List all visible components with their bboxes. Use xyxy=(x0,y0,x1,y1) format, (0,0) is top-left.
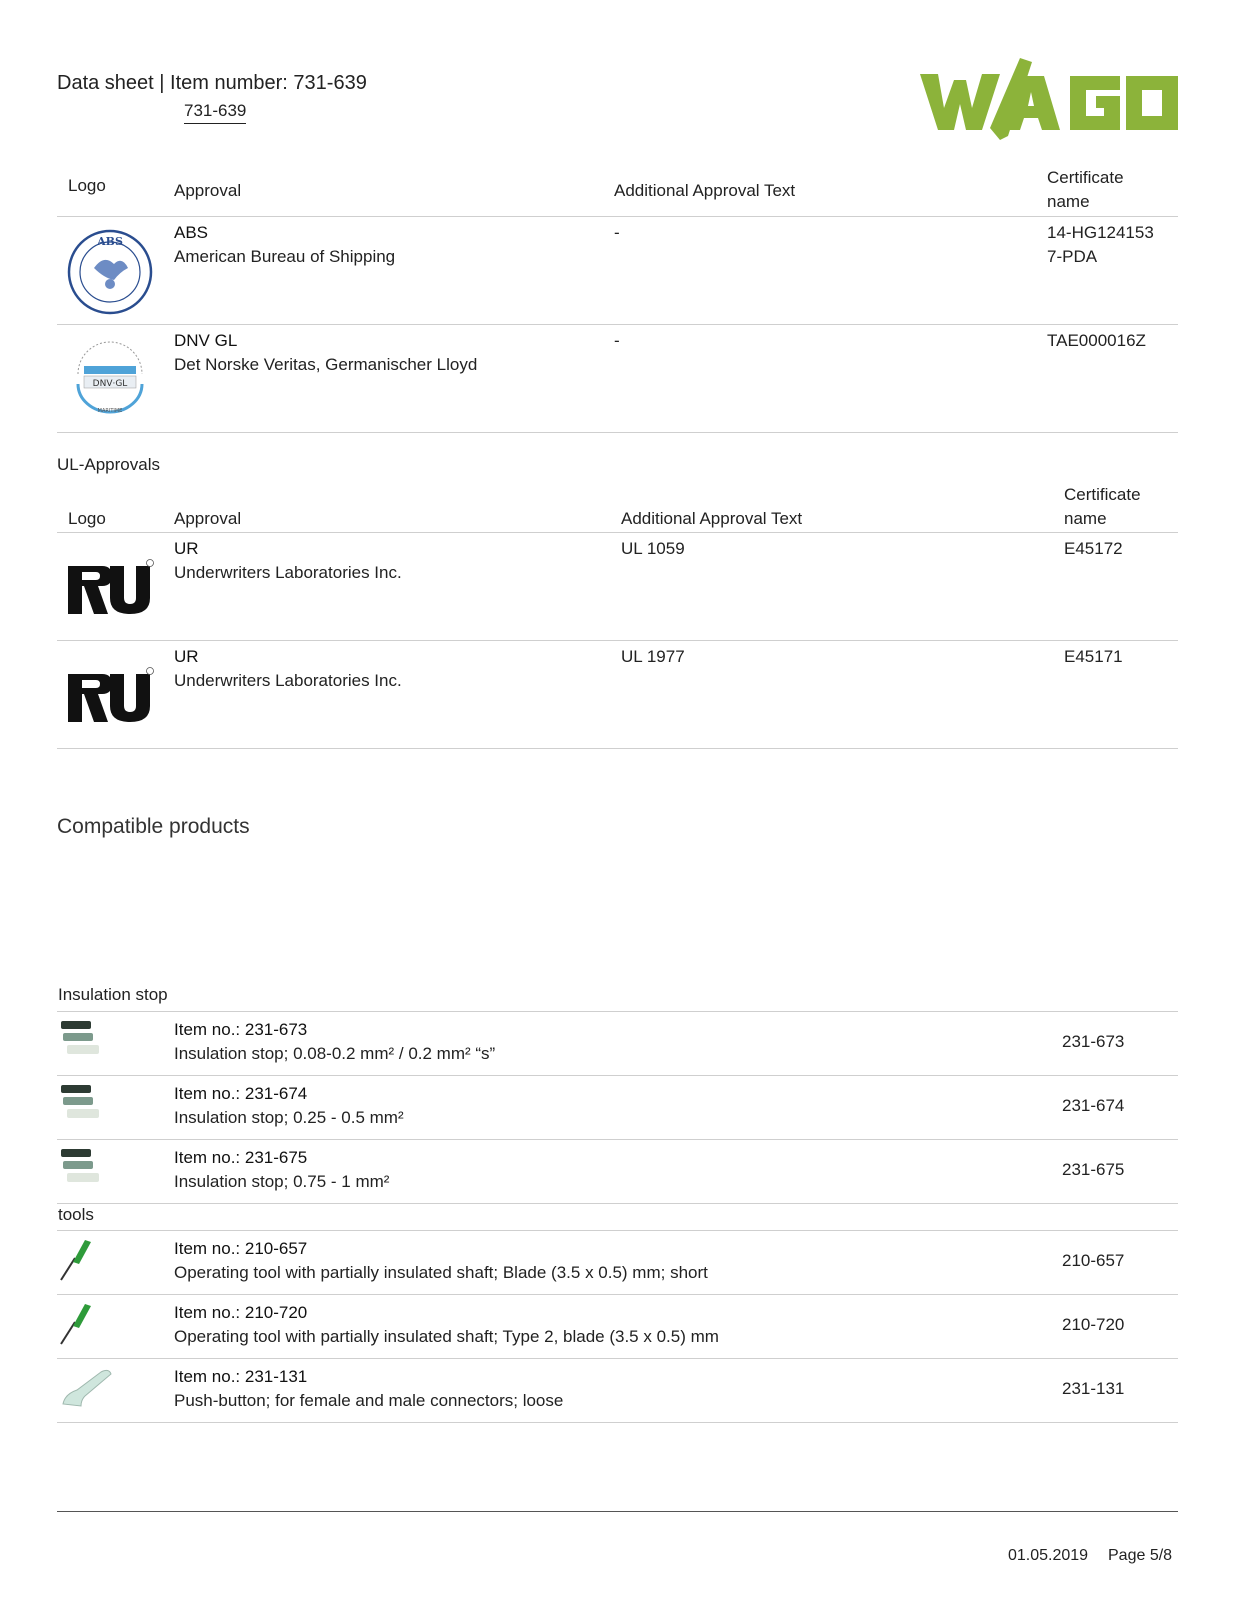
product-desc: Insulation stop; 0.08-0.2 mm² / 0.2 mm² “s” xyxy=(174,1044,496,1063)
wago-logo xyxy=(920,58,1178,146)
product-desc: Insulation stop; 0.75 - 1 mm² xyxy=(174,1172,390,1191)
svg-text:MARITIME: MARITIME xyxy=(97,408,123,414)
product-code[interactable]: 231-675 xyxy=(1062,1160,1125,1179)
approval-desc: American Bureau of Shipping xyxy=(174,247,396,266)
abs-seal-icon xyxy=(66,228,154,316)
screwdriver-icon xyxy=(57,1236,121,1284)
product-title[interactable]: Item no.: 231-675 xyxy=(174,1148,308,1167)
approval-name: DNV GL xyxy=(174,331,238,350)
certificate-name: 14-HG1241537-PDA xyxy=(1047,223,1154,266)
group-title-tools: tools xyxy=(58,1205,94,1224)
product-desc: Insulation stop; 0.25 - 0.5 mm² xyxy=(174,1108,404,1127)
approval-name: UR xyxy=(174,539,199,558)
product-code[interactable]: 231-131 xyxy=(1062,1379,1125,1398)
col-header-additional: Additional Approval Text xyxy=(614,181,796,200)
insulation-stop-icon xyxy=(57,1145,121,1193)
item-number-link[interactable]: 731-639 xyxy=(184,101,246,124)
col-header-certificate: Certificate name xyxy=(1047,168,1124,211)
product-code[interactable]: 210-657 xyxy=(1062,1251,1125,1270)
approval-name: UR xyxy=(174,647,199,666)
product-code[interactable]: 231-674 xyxy=(1062,1096,1125,1115)
product-desc: Push-button; for female and male connectors; loose xyxy=(174,1391,564,1410)
product-title[interactable]: Item no.: 210-657 xyxy=(174,1239,308,1258)
product-title[interactable]: Item no.: 231-673 xyxy=(174,1020,308,1039)
product-desc: Operating tool with partially insulated shaft; Blade (3.5 x 0.5) mm; short xyxy=(174,1263,708,1282)
product-title[interactable]: Item no.: 231-131 xyxy=(174,1367,308,1386)
product-title[interactable]: Item no.: 210-720 xyxy=(174,1303,308,1322)
certificate-name: TAE000016Z xyxy=(1047,331,1146,350)
ul-approvals-title: UL-Approvals xyxy=(57,455,160,474)
approval-name: ABS xyxy=(174,223,209,242)
product-title[interactable]: Item no.: 231-674 xyxy=(174,1084,308,1103)
product-code[interactable]: 210-720 xyxy=(1062,1315,1125,1334)
group-title-insulation-stop: Insulation stop xyxy=(58,985,168,1004)
certificate-name: E45172 xyxy=(1064,539,1123,558)
approval-additional: UL 1059 xyxy=(621,539,685,558)
insulation-stop-icon xyxy=(57,1081,121,1129)
approval-additional: UL 1977 xyxy=(621,647,685,666)
approval-additional: - xyxy=(614,223,620,242)
product-code[interactable]: 231-673 xyxy=(1062,1032,1125,1051)
ul-recognized-icon xyxy=(66,558,156,616)
col-header-approval: Approval xyxy=(174,181,242,200)
approval-desc: Underwriters Laboratories Inc. xyxy=(174,671,402,690)
compatible-products-title: Compatible products xyxy=(57,815,250,838)
footer-date: 01.05.2019 xyxy=(1008,1547,1089,1564)
col-header-logo: Logo xyxy=(68,176,106,195)
page-title: Data sheet | Item number: 731-639 xyxy=(57,72,367,94)
col-header-additional: Additional Approval Text xyxy=(621,509,803,528)
push-button-icon xyxy=(57,1364,121,1412)
footer-page: Page 5/8 xyxy=(1108,1547,1173,1564)
ul-recognized-icon xyxy=(66,666,156,724)
svg-text:DNV·GL: DNV·GL xyxy=(92,379,128,389)
dnv-gl-seal-icon xyxy=(70,336,150,416)
col-header-certificate: Certificate name xyxy=(1064,485,1141,528)
approval-additional: - xyxy=(614,331,620,350)
col-header-logo: Logo xyxy=(68,509,106,528)
approval-desc: Underwriters Laboratories Inc. xyxy=(174,563,402,582)
product-desc: Operating tool with partially insulated shaft; Type 2, blade (3.5 x 0.5) mm xyxy=(174,1327,719,1346)
approval-desc: Det Norske Veritas, Germanischer Lloyd xyxy=(174,355,478,374)
certificate-name: E45171 xyxy=(1064,647,1123,666)
insulation-stop-icon xyxy=(57,1017,121,1065)
svg-text:ABS: ABS xyxy=(97,235,123,248)
screwdriver-icon xyxy=(57,1300,121,1348)
col-header-approval: Approval xyxy=(174,509,242,528)
